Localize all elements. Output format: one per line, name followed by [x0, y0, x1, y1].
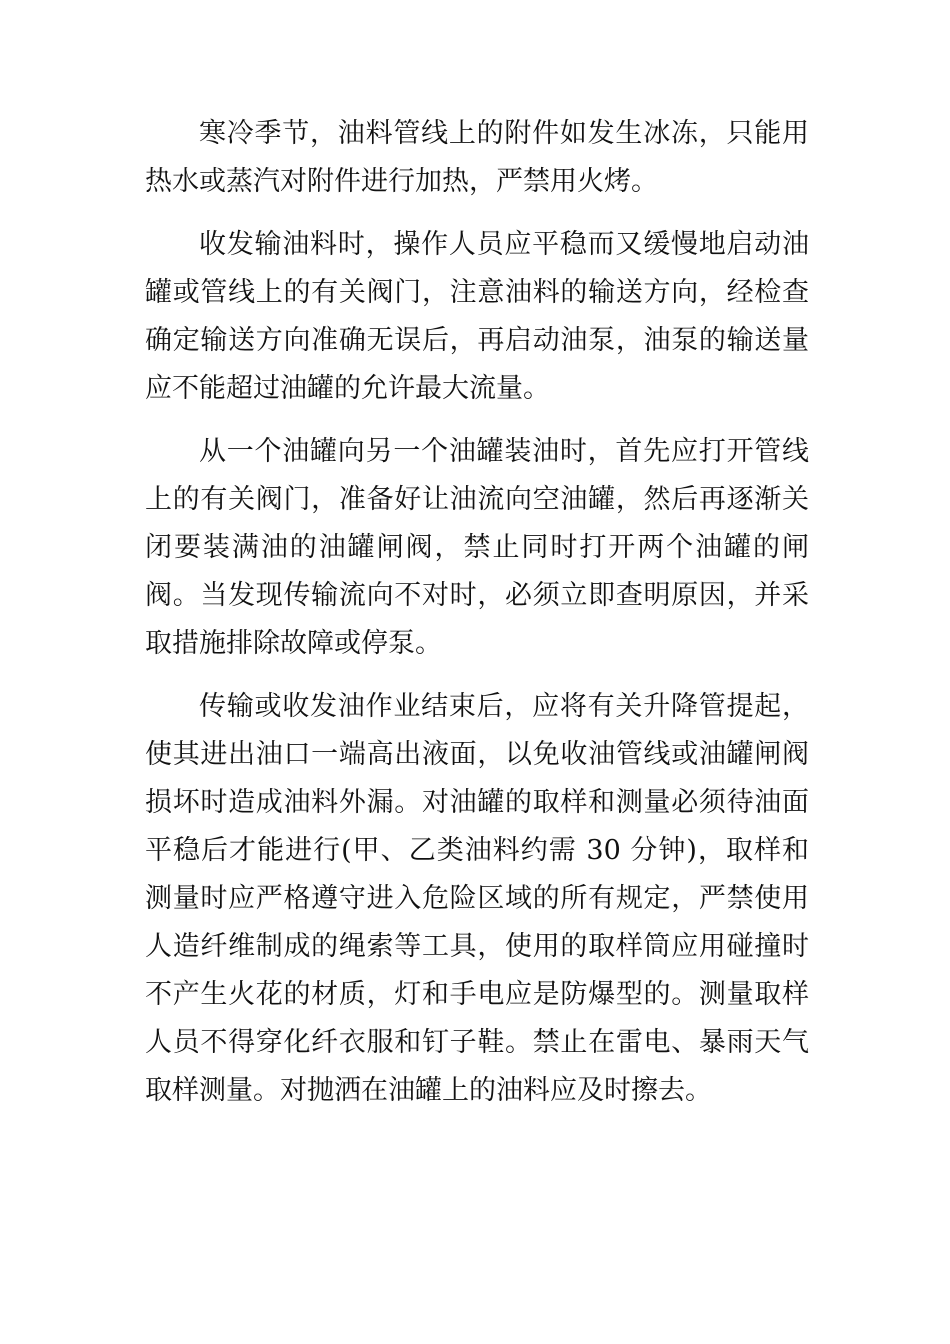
paragraph-oil-transfer: 收发输油料时，操作人员应平稳而又缓慢地启动油罐或管线上的有关阀门，注意油料的输送方向，经检查确定输送方向准确无误后，再启动油泵，油泵的输送量应不能超过油罐的允许最大流量。: [145, 229, 809, 404]
paragraph-tank-to-tank: 从一个油罐向另一个油罐装油时，首先应打开管线上的有关阀门，准备好让油流向空油罐，然后再逐渐关闭要装满油的油罐闸阀，禁止同时打开两个油罐的闸阀。当发现传输流向不对时，必须立即查明原因，并采取措施排除故障或停泵。: [145, 436, 809, 659]
document-body: [145, 110, 809, 1130]
paragraph-sampling-rules: 传输或收发油作业结束后，应将有关升降管提起，使其进出油口一端高出液面，以免收油管线或油罐闸阀损坏时造成油料外漏。对油罐的取样和测量必须待油面平稳后才能进行(甲、乙类油料约需 30 分钟)，取样和测量时应严格遵守进入危险区域的所有规定，严禁使用人造纤维制成的绳索等工具，使用的取样筒应用碰撞时不产生火花的材质，灯和手电应是防爆型的。测量取样人员不得穿化纤衣服和钉子鞋。禁止在雷电、暴雨天气取样测量。对抛洒在油罐上的油料应及时擦去。: [145, 691, 809, 1106]
paragraph-cold-season: 寒冷季节，油料管线上的附件如发生冰冻，只能用热水或蒸汽对附件进行加热，严禁用火烤。: [145, 118, 809, 197]
